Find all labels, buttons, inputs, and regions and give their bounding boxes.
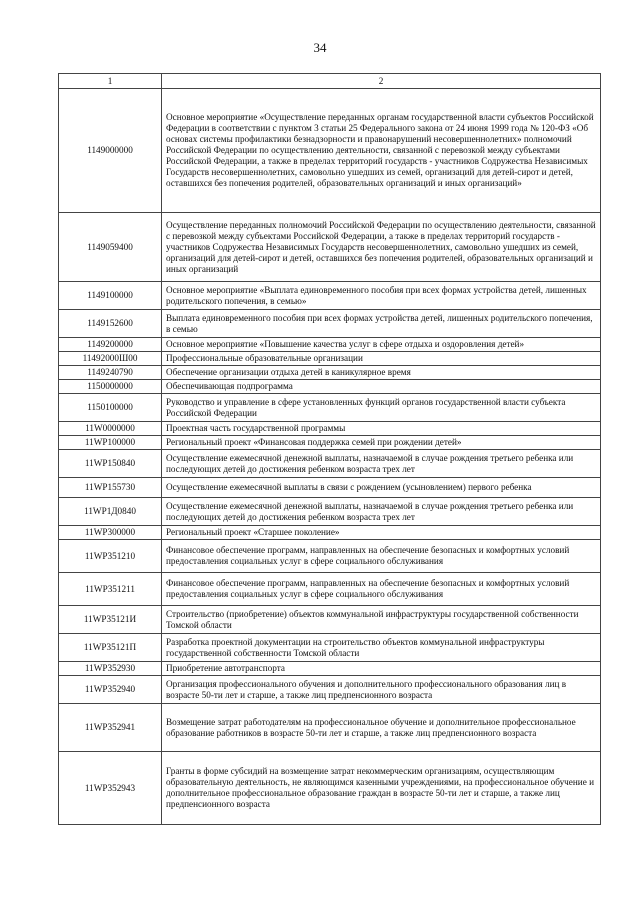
row-description: Финансовое обеспечение программ, направленных на обеспечение безопасных и комфортных условий предоставления социальных услуг в сфере социального обслуживания <box>162 573 601 606</box>
table-row <box>59 704 601 752</box>
row-description: Осуществление ежемесячной денежной выплаты, назначаемой в случае рождения третьего ребенка или последующих детей до достижения ребенком возраста трех лет <box>162 450 601 478</box>
row-code: 1149200000 <box>59 338 162 352</box>
budget-code-table <box>58 73 601 825</box>
row-code: 11WP352930 <box>59 662 162 676</box>
row-description: Обеспечивающая подпрограмма <box>162 380 601 394</box>
row-code: 11W0000000 <box>59 422 162 436</box>
row-description: Строительство (приобретение) объектов коммунальной инфраструктуры государственной собственности Томской области <box>162 606 601 634</box>
row-code: 11WP352940 <box>59 676 162 704</box>
table-row <box>59 436 601 450</box>
row-code: 11WP150840 <box>59 450 162 478</box>
table-row <box>59 606 601 634</box>
row-code: 1149059400 <box>59 213 162 282</box>
row-description: Организация профессионального обучения и дополнительного профессионального образования лиц в возрасте 50-ти лет и старше, а также лиц предпенсионного возраста <box>162 676 601 704</box>
row-description: Приобретение автотранспорта <box>162 662 601 676</box>
table-row <box>59 662 601 676</box>
row-code: 11WP352941 <box>59 704 162 752</box>
row-code: 11WP1Д0840 <box>59 498 162 526</box>
table-row <box>59 338 601 352</box>
table-row <box>59 422 601 436</box>
row-code: 11WP351211 <box>59 573 162 606</box>
table-row <box>59 394 601 422</box>
row-description: Гранты в форме субсидий на возмещение затрат некоммерческим организациям, осуществляющим образовательную деятельность, не являющимся казенными учреждениями, на профессиональное обучение и дополнительное профессиональное образование граждан в возрасте 50-ти лет и старше, а также лиц предпенсионного возраста <box>162 752 601 825</box>
row-description: Основное мероприятие «Осуществление переданных органам государственной власти субъектов Российской Федерации в соответствии с пунктом 3 статьи 25 Федерального закона от 24 июня 1999 года № 120-ФЗ «Об основах системы профилактики безнадзорности и правонарушений несовершеннолетних» полномочий Российской Федерации по осуществлению деятельности, связанной с перевозкой между субъектами Российской Федерации, а также в пределах территорий государств - участников Содружества Независимых Государств несовершеннолетних, самовольно ушедших из семей, организаций для детей-сирот и детей, оставшихся без попечения родителей, образовательных организаций и иных организаций» <box>162 89 601 213</box>
row-code: 1149100000 <box>59 282 162 310</box>
row-description: Проектная часть государственной программы <box>162 422 601 436</box>
row-code: 11WP352943 <box>59 752 162 825</box>
table-row <box>59 676 601 704</box>
row-code: 11WP35121П <box>59 634 162 662</box>
table-row <box>59 213 601 282</box>
row-description: Профессиональные образовательные организации <box>162 352 601 366</box>
row-description: Осуществление ежемесячной денежной выплаты, назначаемой в случае рождения третьего ребенка или последующих детей до достижения ребенком возраста трех лет <box>162 498 601 526</box>
table-row <box>59 526 601 540</box>
row-code: 11WP35121И <box>59 606 162 634</box>
page-number: 34 <box>313 40 327 55</box>
table-row <box>59 352 601 366</box>
row-description: Финансовое обеспечение программ, направленных на обеспечение безопасных и комфортных условий предоставления социальных услуг в сфере социального обслуживания <box>162 540 601 573</box>
row-code: 1149000000 <box>59 89 162 213</box>
header-col-2: 2 <box>162 74 601 89</box>
table-row <box>59 450 601 478</box>
table-row <box>59 540 601 573</box>
row-code: 11WP300000 <box>59 526 162 540</box>
row-description: Осуществление переданных полномочий Российской Федерации по осуществлению деятельности, связанной с перевозкой между субъектами Российской Федерации, а также в пределах территорий государств - участников Содружества Независимых Государств несовершеннолетних, самовольно ушедших из семей, организаций для детей-сирот и детей, оставшихся без попечения родителей, образовательных организаций и иных организаций <box>162 213 601 282</box>
table-row <box>59 634 601 662</box>
row-description: Осуществление ежемесячной выплаты в связи с рождением (усыновлением) первого ребенка <box>162 478 601 498</box>
row-code: 11492000Ш00 <box>59 352 162 366</box>
table-row <box>59 498 601 526</box>
table-row <box>59 282 601 310</box>
table-row <box>59 366 601 380</box>
row-code: 1149240790 <box>59 366 162 380</box>
table-row <box>59 752 601 825</box>
row-description: Основное мероприятие «Повышение качества услуг в сфере отдыха и оздоровления детей» <box>162 338 601 352</box>
row-code: 1149152600 <box>59 310 162 338</box>
row-description: Возмещение затрат работодателям на профессиональное обучение и дополнительное профессиональное образование работников в возрасте 50-ти лет и старше, а также лиц предпенсионного возраста <box>162 704 601 752</box>
row-description: Основное мероприятие «Выплата единовременного пособия при всех формах устройства детей, лишенных родительского попечения, в семью» <box>162 282 601 310</box>
table-header-row <box>59 74 601 89</box>
table-row <box>59 573 601 606</box>
row-code: 11WP155730 <box>59 478 162 498</box>
row-description: Региональный проект «Старшее поколение» <box>162 526 601 540</box>
row-code: 11WP100000 <box>59 436 162 450</box>
row-description: Разработка проектной документации на строительство объектов коммунальной инфраструктуры государственной собственности Томской области <box>162 634 601 662</box>
row-code: 1150000000 <box>59 380 162 394</box>
row-description: Региональный проект «Финансовая поддержка семей при рождении детей» <box>162 436 601 450</box>
row-code: 1150100000 <box>59 394 162 422</box>
table-row <box>59 380 601 394</box>
row-description: Выплата единовременного пособия при всех формах устройства детей, лишенных родительского попечения, в семью <box>162 310 601 338</box>
table-row <box>59 478 601 498</box>
header-col-1: 1 <box>59 74 162 89</box>
row-code: 11WP351210 <box>59 540 162 573</box>
row-description: Руководство и управление в сфере установленных функций органов государственной власти субъекта Российской Федерации <box>162 394 601 422</box>
table-row <box>59 89 601 213</box>
row-description: Обеспечение организации отдыха детей в каникулярное время <box>162 366 601 380</box>
table-row <box>59 310 601 338</box>
